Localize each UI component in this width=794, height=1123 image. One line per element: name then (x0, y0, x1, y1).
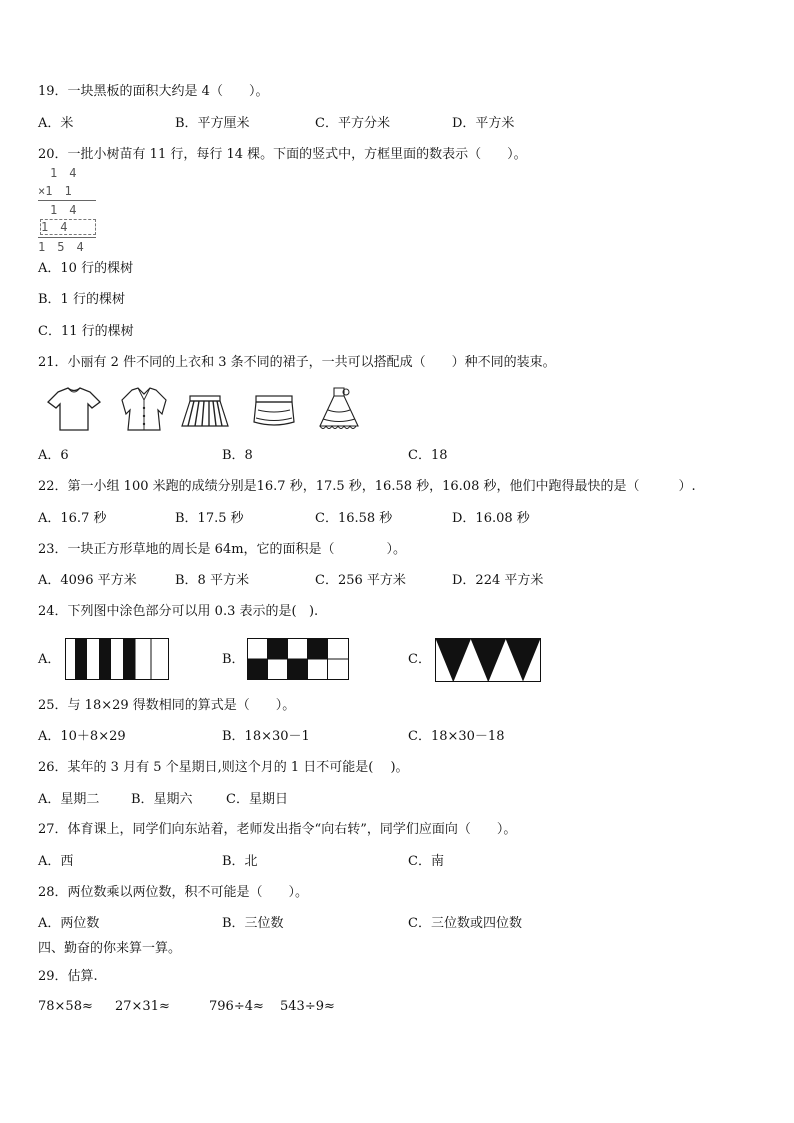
q19-option-b[interactable]: B．平方厘米 (175, 116, 250, 131)
question-20: 20．一批小树苗有 11 行，每行 14 棵。下面的竖式中，方框里面的数表示（ ）。 (38, 147, 527, 162)
vertical-rule-2 (38, 237, 96, 238)
blouse-icon (116, 386, 172, 432)
q28-option-c[interactable]: C．三位数或四位数 (408, 916, 522, 931)
q25-option-b[interactable]: B．18×30－1 (222, 729, 310, 744)
question-19: 19．一块黑板的面积大约是 4（ ）。 (38, 84, 269, 99)
q23-option-a[interactable]: A．4096 平方米 (38, 573, 137, 588)
q24-label-b[interactable]: B． (222, 652, 245, 667)
vertical-row-1: 1 4 (38, 166, 77, 180)
estimate-item-1[interactable]: 78×58≈ (38, 999, 93, 1014)
section-heading: 四、勤奋的你来算一算。 (38, 941, 182, 956)
short-skirt-icon (250, 394, 298, 430)
estimate-item-3[interactable]: 796÷4≈ (209, 999, 264, 1014)
q19-option-c[interactable]: C．平方分米 (315, 116, 390, 131)
question-28: 28．两位数乘以两位数，积不可能是（ ）。 (38, 885, 309, 900)
q23-option-c[interactable]: C．256 平方米 (315, 573, 406, 588)
q25-option-a[interactable]: A．10＋8×29 (38, 729, 126, 744)
q23-option-d[interactable]: D．224 平方米 (452, 573, 544, 588)
q21-option-b[interactable]: B．8 (222, 448, 253, 463)
q19-option-a[interactable]: A．米 (38, 116, 74, 131)
q27-option-c[interactable]: C．南 (408, 854, 444, 869)
figure-b-grid[interactable] (247, 638, 349, 680)
q20-option-a[interactable]: A．10 行的棵树 (38, 261, 134, 276)
question-21: 21．小丽有 2 件不同的上衣和 3 条不同的裙子，一共可以搭配成（ ）种不同的装束。 (38, 355, 556, 370)
estimate-item-2[interactable]: 27×31≈ (115, 999, 170, 1014)
clothes-images (44, 386, 364, 436)
vertical-row-3: 1 4 (38, 203, 77, 217)
figure-a-stripes[interactable] (65, 638, 169, 680)
question-27: 27．体育课上，同学们向东站着，老师发出指令“向右转”，同学们应面向（ ）。 (38, 822, 517, 837)
q20-option-c[interactable]: C．11 行的棵树 (38, 324, 134, 339)
skirt-icon (180, 394, 230, 430)
vertical-rule-1 (38, 200, 96, 201)
q27-option-b[interactable]: B．北 (222, 854, 258, 869)
question-29: 29．估算. (38, 969, 98, 984)
q23-option-b[interactable]: B．8 平方米 (175, 573, 249, 588)
q20-option-b[interactable]: B．1 行的棵树 (38, 292, 125, 307)
estimate-item-4[interactable]: 543÷9≈ (280, 999, 335, 1014)
vertical-row-4: 1 4 (41, 220, 68, 234)
question-23: 23．一块正方形草地的周长是 64m，它的面积是（ ）。 (38, 542, 407, 557)
question-24: 24．下列图中涂色部分可以用 0.3 表示的是( ). (38, 604, 319, 619)
q26-option-b[interactable]: B．星期六 (131, 792, 193, 807)
q25-option-c[interactable]: C．18×30－18 (408, 729, 505, 744)
frilly-skirt-icon (314, 386, 364, 432)
q22-option-d[interactable]: D．16.08 秒 (452, 511, 530, 526)
q28-option-b[interactable]: B．三位数 (222, 916, 284, 931)
shirt-icon (44, 386, 104, 432)
q24-label-c[interactable]: C． (408, 652, 431, 667)
q27-option-a[interactable]: A．西 (38, 854, 74, 869)
q21-option-c[interactable]: C．18 (408, 448, 448, 463)
q24-label-a[interactable]: A． (38, 652, 61, 667)
q26-option-a[interactable]: A．星期二 (38, 792, 100, 807)
q19-option-d[interactable]: D．平方米 (452, 116, 515, 131)
vertical-row-5: 1 5 4 (38, 240, 84, 254)
question-22: 22．第一小组 100 米跑的成绩分别是16.7 秒，17.5 秒，16.58 秒，16.08 秒，他们中跑得最快的是（ ）. (38, 479, 696, 494)
q28-option-a[interactable]: A．两位数 (38, 916, 100, 931)
q21-option-a[interactable]: A．6 (38, 448, 69, 463)
q22-option-c[interactable]: C．16.58 秒 (315, 511, 393, 526)
figure-c-triangles[interactable] (435, 638, 541, 682)
question-26: 26．某年的 3 月有 5 个星期日,则这个月的 1 日不可能是( )。 (38, 760, 409, 775)
q22-option-b[interactable]: B．17.5 秒 (175, 511, 244, 526)
question-25: 25．与 18×29 得数相同的算式是（ ）。 (38, 698, 296, 713)
q26-option-c[interactable]: C．星期日 (226, 792, 288, 807)
vertical-row-2: ×1 1 (38, 184, 72, 198)
q22-option-a[interactable]: A．16.7 秒 (38, 511, 107, 526)
